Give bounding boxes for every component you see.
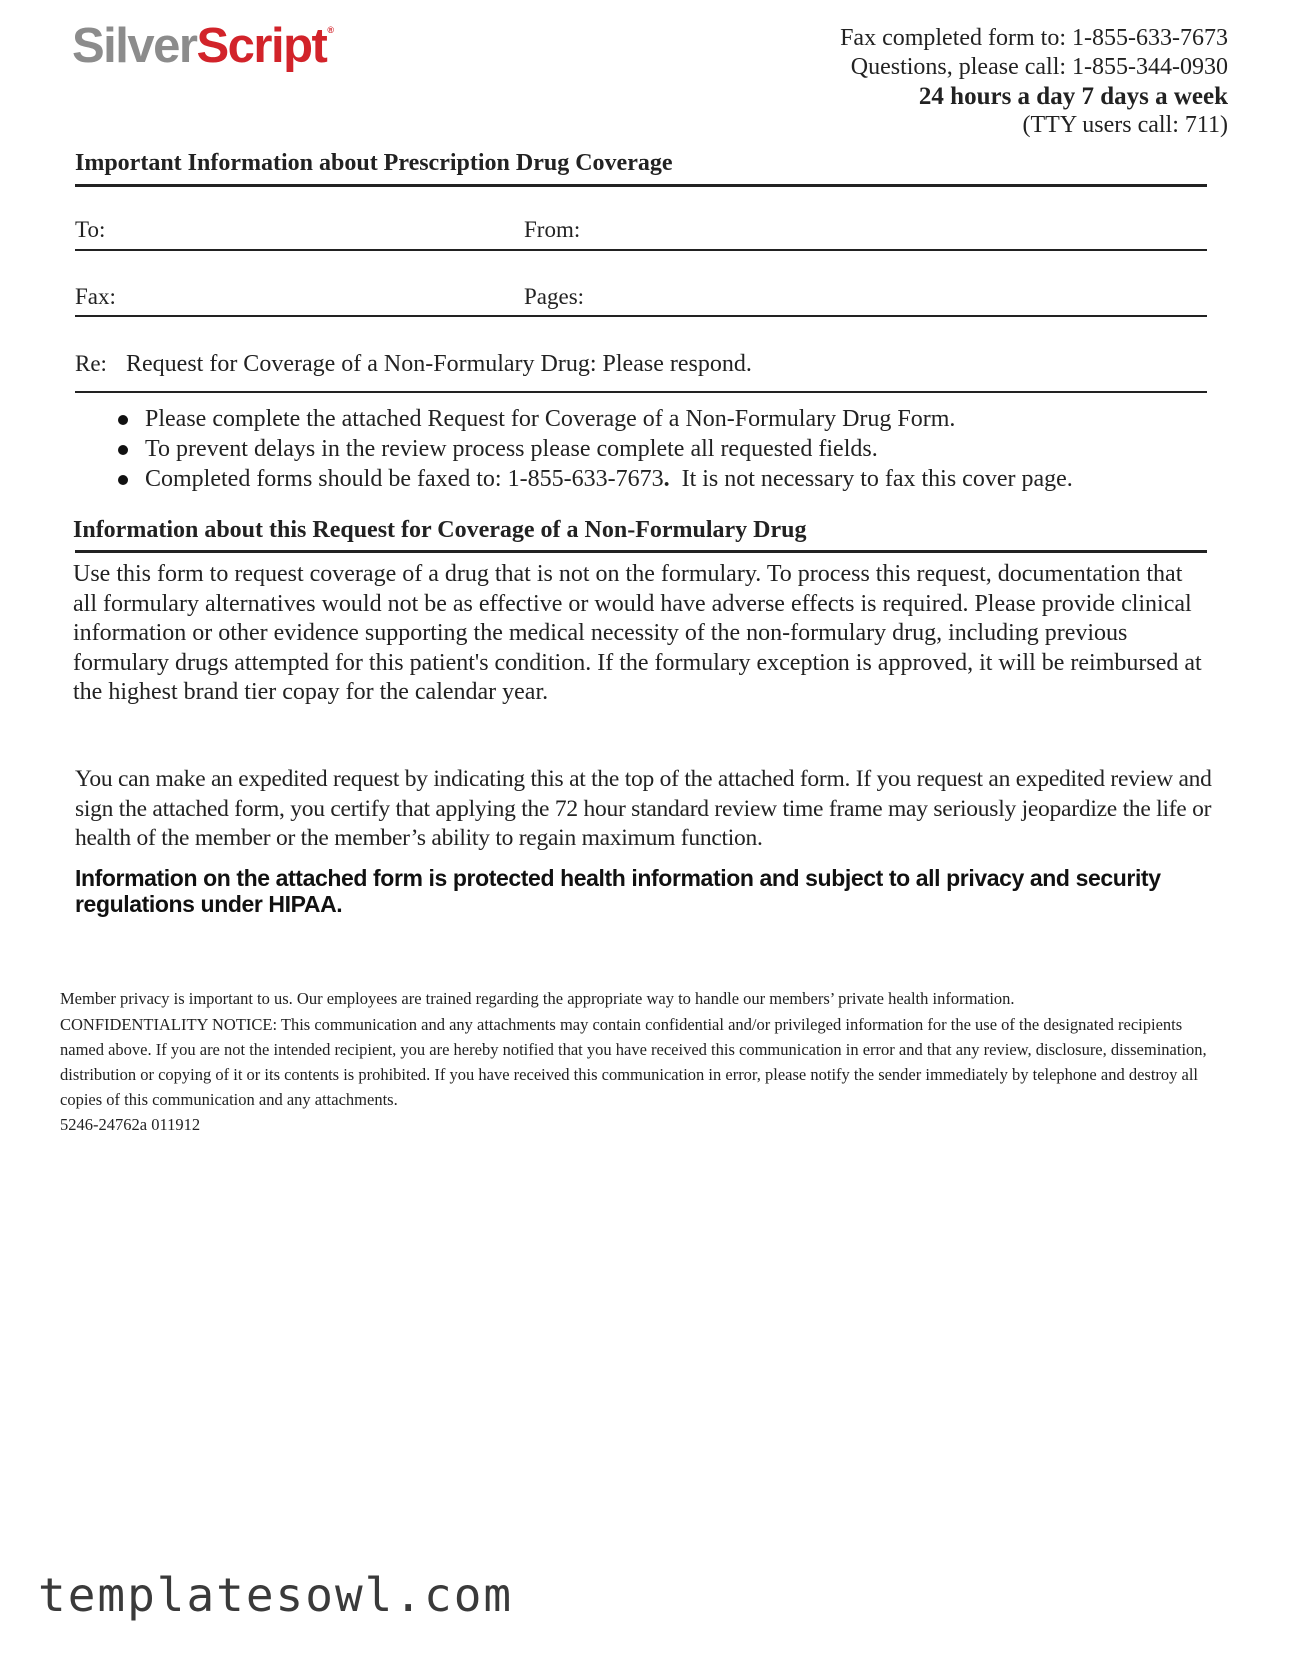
silverscript-logo: [72, 19, 333, 73]
logo-silver-text: Silver: [72, 19, 197, 73]
expedited-paragraph: You can make an expedited request by indicating this at the top of the attached form. If you request an expedited review and sign the attached form, you certify that applying the 72 hour standard review time frame may seriously jeopardize the life or health of the member or the member’s ability to regain maximum function.: [75, 766, 1212, 851]
to-from-line: [75, 249, 1207, 251]
hours-line: 24 hours a day 7 days a week: [918, 83, 1228, 110]
questions-phone-line: Questions, please call: 1-855-344-0930: [850, 54, 1228, 80]
list-item: [115, 404, 1073, 434]
bullet-period: .: [663, 466, 670, 492]
form-code: 5246-24762a 011912: [60, 1115, 201, 1134]
info-title: Information about this Request for Coverage of a Non-Formulary Drug: [73, 517, 807, 543]
privacy-statement: Member privacy is important to us. Our employees are trained regarding the appropriate way to handle our members’ private health information.: [60, 989, 1015, 1008]
instructions-list: [115, 404, 1073, 494]
footer: [60, 988, 1210, 1137]
list-item: [115, 464, 1073, 494]
title-divider: [75, 184, 1207, 187]
re-text: Request for Coverage of a Non-Formulary Drug: Please respond.: [126, 351, 752, 377]
pages-label: Pages:: [524, 284, 585, 309]
bullet-text: Completed forms should be faxed to: 1-855-633-7673: [145, 466, 664, 492]
list-item: [115, 434, 1073, 464]
info-paragraph: Use this form to request coverage of a drug that is not on the formulary. To process this request, documentation that all formulary alternatives would not be as effective or would have adverse effects is required. Please provide clinical information or other evidence supporting the medical necessity of the non-formulary drug, including previous formulary drugs attempted for this patient's condition. If the formulary exception is approved, it will be reimbursed at the highest brand tier copay for the calendar year.: [73, 561, 1202, 705]
hipaa-notice: Information on the attached form is protected health information and subject to all privacy and security regulations under HIPAA.: [75, 865, 1161, 917]
registered-mark: ®: [327, 25, 333, 35]
to-label: To:: [75, 217, 106, 242]
confidentiality-notice: CONFIDENTIALITY NOTICE: This communication and any attachments may contain confidential and/or privileged information for the use of the designated recipients named above. If you are not the intended recipient, you are hereby notified that you have received this communication in error and that any review, disclosure, dissemination, distribution or copying of it or its contents is prohibited. If you have received this communication in error, please notify the sender immediately by telephone and destroy all copies of this communication and any attachments.: [60, 1015, 1207, 1109]
re-line: [75, 391, 1207, 393]
fax-label: Fax:: [75, 284, 116, 309]
bullet-text: To prevent delays in the review process please complete all requested fields.: [145, 436, 878, 462]
info-divider: [75, 550, 1207, 553]
watermark: templatesowl.com: [38, 1568, 514, 1622]
cover-title: Important Information about Prescription Drug Coverage: [75, 150, 673, 176]
from-label: From:: [524, 217, 581, 242]
bullet-text-tail: It is not necessary to fax this cover page.: [681, 466, 1073, 492]
fax-number-line: Fax completed form to: 1-855-633-7673: [840, 25, 1228, 51]
re-label: Re:: [75, 351, 107, 376]
contact-block: [840, 24, 1228, 140]
logo-script-text: Script: [196, 19, 327, 73]
tty-line: (TTY users call: 711): [1022, 112, 1228, 138]
bullet-text: Please complete the attached Request for Coverage of a Non-Formulary Drug Form.: [145, 406, 956, 432]
fax-pages-line: [75, 315, 1207, 317]
